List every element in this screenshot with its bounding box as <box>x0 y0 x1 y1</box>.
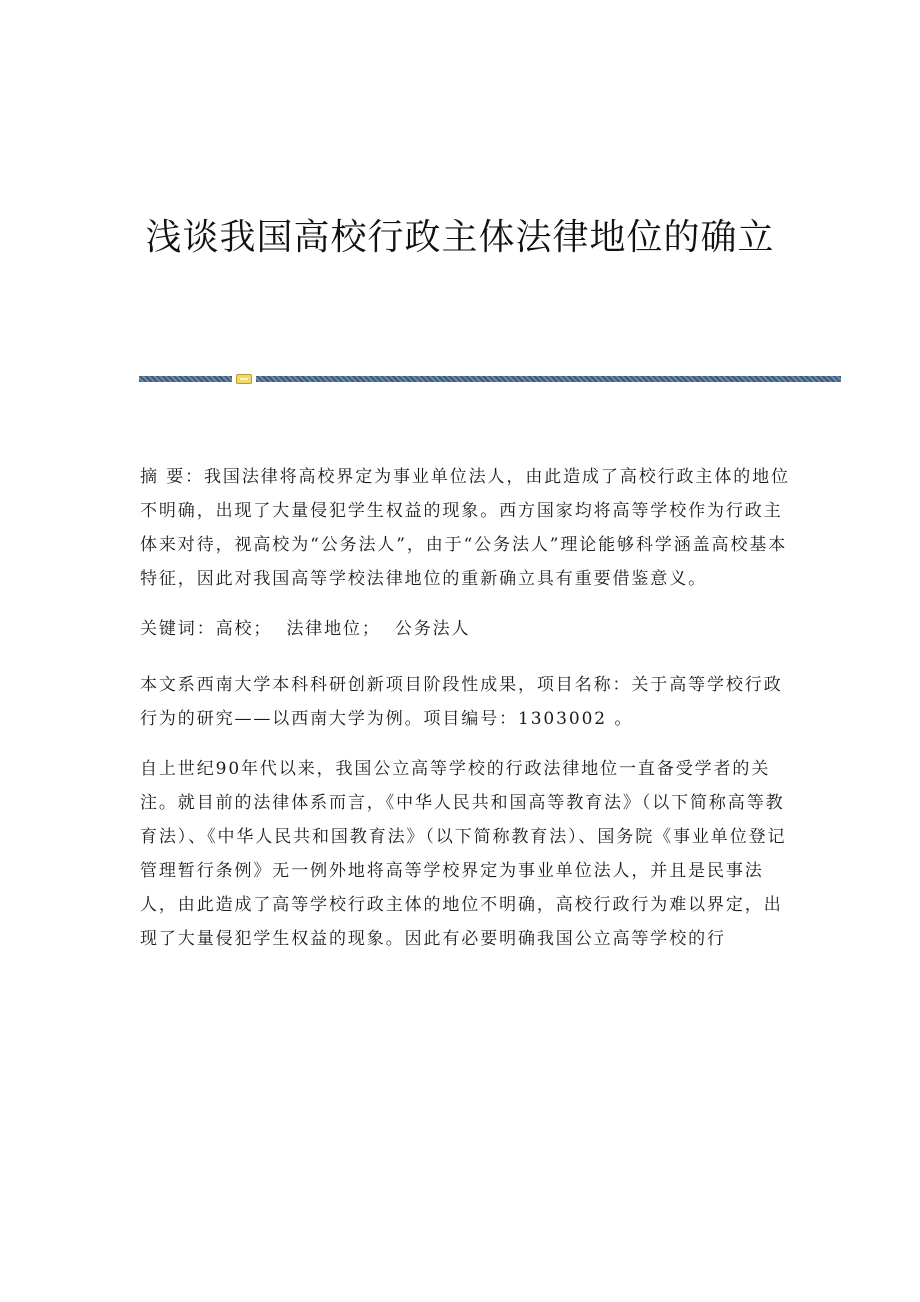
abstract-paragraph <box>140 460 790 596</box>
document-body <box>140 460 790 972</box>
document-title: 浅谈我国高校行政主体法律地位的确立 <box>145 217 775 258</box>
keywords-label: 关键词： <box>140 619 216 639</box>
keyword-item: 高校； <box>215 619 273 639</box>
divider-bar-right <box>256 376 841 382</box>
abstract-label: 摘 要： <box>140 467 205 487</box>
keyword-item: 法律地位； <box>286 619 381 639</box>
funding-note: 本文系西南大学本科科研创新项目阶段性成果，项目名称：关于高等学校行政行为的研究——以西南大学为例。项目编号：1303002 。 <box>140 675 783 729</box>
body-paragraph: 自上世纪90年代以来，我国公立高等学校的行政法律地位一直备受学者的关注。就目前的法律体系而言，《中华人民共和国高等教育法》（以下简称高等教育法）、《中华人民共和国教育法》（以下简称教育法）、国务院《事业单位登记管理暂行条例》无一例外地将高等学校界定为事业单位法人，并且是民事法人，由此造成了高等学校行政主体的地位不明确，高校行政行为难以界定，出现了大量侵犯学生权益的现象。因此有必要明确我国公立高等学校的行 <box>140 759 787 949</box>
abstract-text: 我国法律将高校界定为事业单位法人，由此造成了高校行政主体的地位不明确，出现了大量侵犯学生权益的现象。西方国家均将高等学校作为行政主体来对待，视高校为“公务法人”，由于“公务法人”理论能够科学涵盖高校基本特征，因此对我国高等学校法律地位的重新确立具有重要借鉴意义。 <box>140 467 790 589</box>
divider-bar-left <box>139 376 232 382</box>
title-divider <box>139 374 841 384</box>
keyword-item: 公务法人 <box>394 619 471 639</box>
divider-ornament-icon <box>236 374 252 384</box>
keywords-line <box>140 612 790 646</box>
